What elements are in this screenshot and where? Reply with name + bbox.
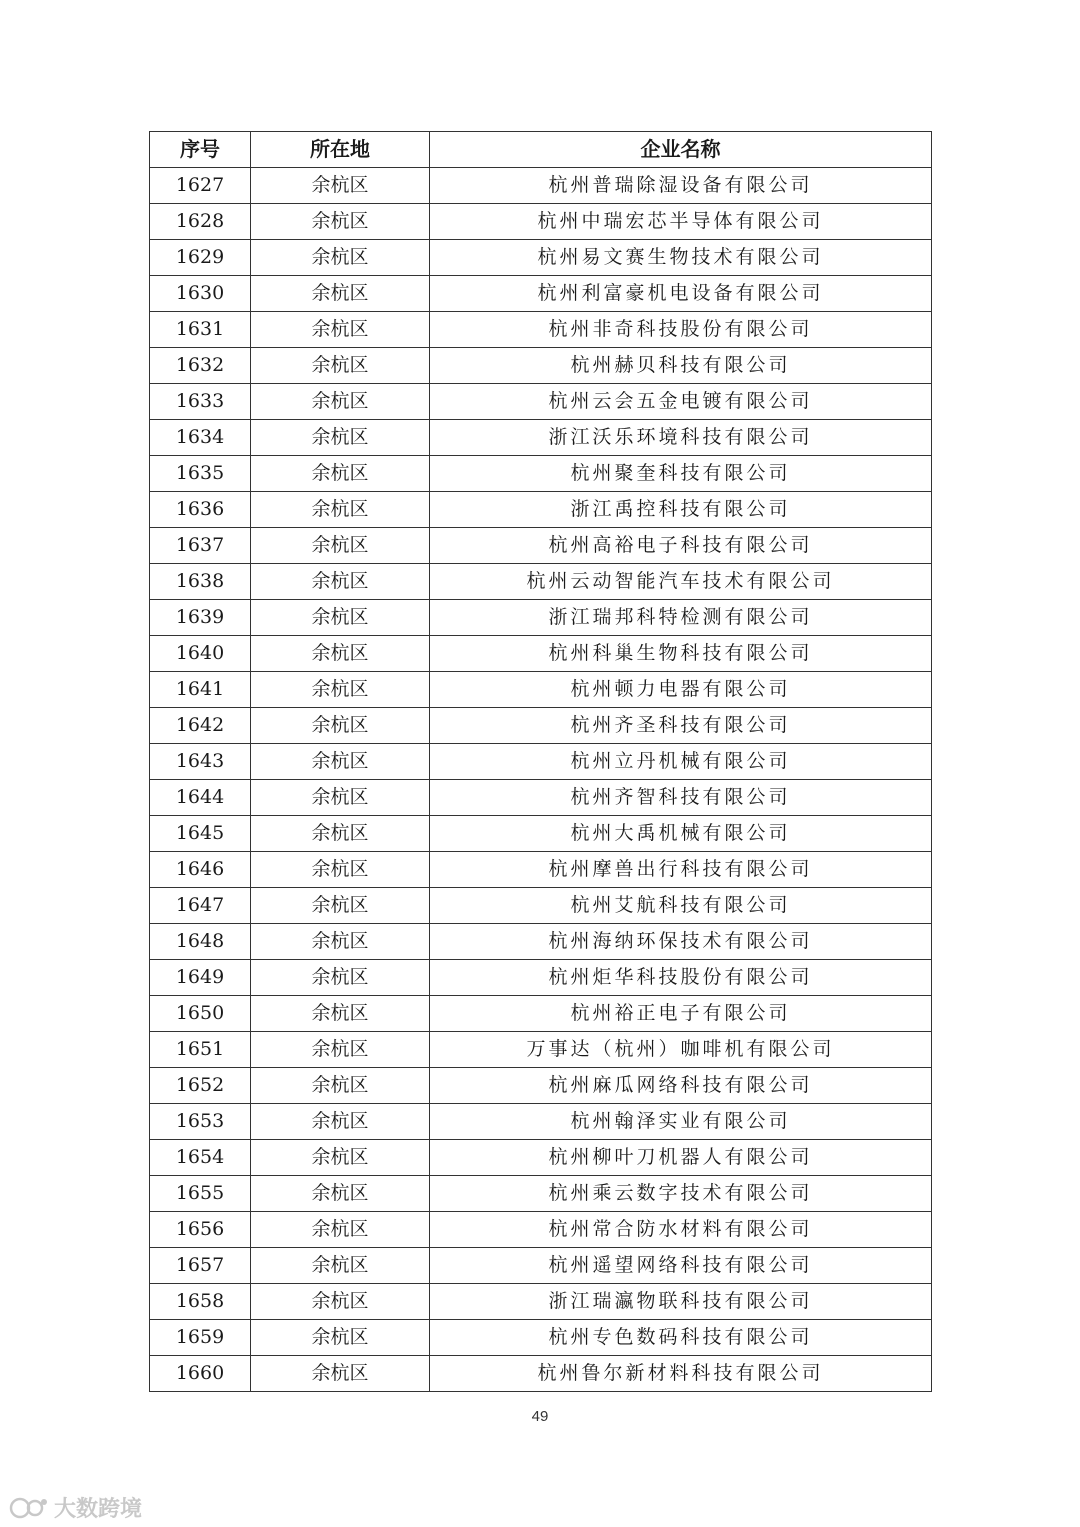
table-row xyxy=(150,564,932,600)
table-row xyxy=(150,1140,932,1176)
table-row xyxy=(150,1356,932,1392)
header-location: 所在地 xyxy=(251,132,430,168)
cell-location: 余杭区 xyxy=(251,1248,430,1284)
cell-company-name: 浙江禹控科技有限公司 xyxy=(430,492,932,528)
cell-company-name: 万事达（杭州）咖啡机有限公司 xyxy=(430,1032,932,1068)
company-list-table xyxy=(149,131,932,1392)
table-row xyxy=(150,420,932,456)
table-row xyxy=(150,276,932,312)
cell-index: 1632 xyxy=(150,348,251,384)
table-row xyxy=(150,1284,932,1320)
cell-index: 1631 xyxy=(150,312,251,348)
table-row xyxy=(150,636,932,672)
cell-location: 余杭区 xyxy=(251,780,430,816)
cell-location: 余杭区 xyxy=(251,168,430,204)
cell-location: 余杭区 xyxy=(251,1284,430,1320)
cell-index: 1635 xyxy=(150,456,251,492)
cell-index: 1653 xyxy=(150,1104,251,1140)
cell-company-name: 杭州专色数码科技有限公司 xyxy=(430,1320,932,1356)
cell-index: 1644 xyxy=(150,780,251,816)
cell-location: 余杭区 xyxy=(251,528,430,564)
cell-location: 余杭区 xyxy=(251,816,430,852)
table-row xyxy=(150,708,932,744)
cell-index: 1627 xyxy=(150,168,251,204)
cell-index: 1628 xyxy=(150,204,251,240)
table-row xyxy=(150,1212,932,1248)
page-number: 49 xyxy=(531,1408,549,1425)
cell-company-name: 杭州聚奎科技有限公司 xyxy=(430,456,932,492)
cell-index: 1638 xyxy=(150,564,251,600)
table-row xyxy=(150,240,932,276)
table-row xyxy=(150,492,932,528)
cell-index: 1633 xyxy=(150,384,251,420)
table-row xyxy=(150,168,932,204)
cell-index: 1660 xyxy=(150,1356,251,1392)
table-row xyxy=(150,1104,932,1140)
cell-index: 1657 xyxy=(150,1248,251,1284)
table-row xyxy=(150,456,932,492)
cell-company-name: 杭州普瑞除湿设备有限公司 xyxy=(430,168,932,204)
cell-location: 余杭区 xyxy=(251,456,430,492)
cell-location: 余杭区 xyxy=(251,384,430,420)
cell-index: 1651 xyxy=(150,1032,251,1068)
cell-location: 余杭区 xyxy=(251,1320,430,1356)
cell-company-name: 杭州常合防水材料有限公司 xyxy=(430,1212,932,1248)
cell-location: 余杭区 xyxy=(251,1212,430,1248)
cell-index: 1648 xyxy=(150,924,251,960)
cell-company-name: 杭州齐圣科技有限公司 xyxy=(430,708,932,744)
cell-index: 1636 xyxy=(150,492,251,528)
cell-company-name: 杭州翰泽实业有限公司 xyxy=(430,1104,932,1140)
cell-location: 余杭区 xyxy=(251,888,430,924)
cell-location: 余杭区 xyxy=(251,1176,430,1212)
cell-index: 1643 xyxy=(150,744,251,780)
cell-location: 余杭区 xyxy=(251,960,430,996)
cell-company-name: 杭州大禹机械有限公司 xyxy=(430,816,932,852)
table-row xyxy=(150,204,932,240)
cell-index: 1655 xyxy=(150,1176,251,1212)
table-row xyxy=(150,780,932,816)
cell-location: 余杭区 xyxy=(251,1140,430,1176)
table-row xyxy=(150,672,932,708)
cell-location: 余杭区 xyxy=(251,564,430,600)
cell-index: 1656 xyxy=(150,1212,251,1248)
cell-location: 余杭区 xyxy=(251,420,430,456)
table-row xyxy=(150,1176,932,1212)
cell-location: 余杭区 xyxy=(251,276,430,312)
cell-location: 余杭区 xyxy=(251,600,430,636)
cell-location: 余杭区 xyxy=(251,1068,430,1104)
cell-company-name: 杭州鲁尔新材料科技有限公司 xyxy=(430,1356,932,1392)
cell-company-name: 杭州非奇科技股份有限公司 xyxy=(430,312,932,348)
cell-index: 1637 xyxy=(150,528,251,564)
cell-location: 余杭区 xyxy=(251,312,430,348)
cell-location: 余杭区 xyxy=(251,492,430,528)
cell-company-name: 杭州云会五金电镀有限公司 xyxy=(430,384,932,420)
cell-index: 1647 xyxy=(150,888,251,924)
cell-index: 1645 xyxy=(150,816,251,852)
header-company-name: 企业名称 xyxy=(430,132,932,168)
table-row xyxy=(150,1320,932,1356)
table-row xyxy=(150,1068,932,1104)
cell-index: 1658 xyxy=(150,1284,251,1320)
cell-company-name: 杭州炬华科技股份有限公司 xyxy=(430,960,932,996)
cell-company-name: 杭州海纳环保技术有限公司 xyxy=(430,924,932,960)
table-row xyxy=(150,312,932,348)
cell-company-name: 杭州科巢生物科技有限公司 xyxy=(430,636,932,672)
table-header-row xyxy=(150,132,932,168)
table-row xyxy=(150,348,932,384)
cell-company-name: 杭州柳叶刀机器人有限公司 xyxy=(430,1140,932,1176)
cell-location: 余杭区 xyxy=(251,204,430,240)
cell-location: 余杭区 xyxy=(251,924,430,960)
watermark-logo-icon xyxy=(8,1496,48,1520)
cell-company-name: 杭州艾航科技有限公司 xyxy=(430,888,932,924)
cell-index: 1642 xyxy=(150,708,251,744)
cell-location: 余杭区 xyxy=(251,1356,430,1392)
cell-location: 余杭区 xyxy=(251,852,430,888)
cell-index: 1630 xyxy=(150,276,251,312)
cell-index: 1646 xyxy=(150,852,251,888)
cell-location: 余杭区 xyxy=(251,240,430,276)
cell-index: 1639 xyxy=(150,600,251,636)
header-index: 序号 xyxy=(150,132,251,168)
table-row xyxy=(150,888,932,924)
cell-location: 余杭区 xyxy=(251,708,430,744)
cell-company-name: 杭州齐智科技有限公司 xyxy=(430,780,932,816)
cell-company-name: 浙江瑞瀛物联科技有限公司 xyxy=(430,1284,932,1320)
cell-location: 余杭区 xyxy=(251,744,430,780)
cell-index: 1640 xyxy=(150,636,251,672)
cell-company-name: 杭州立丹机械有限公司 xyxy=(430,744,932,780)
cell-company-name: 杭州云动智能汽车技术有限公司 xyxy=(430,564,932,600)
cell-location: 余杭区 xyxy=(251,348,430,384)
table-row xyxy=(150,600,932,636)
table-row xyxy=(150,528,932,564)
cell-company-name: 杭州高裕电子科技有限公司 xyxy=(430,528,932,564)
table-row xyxy=(150,852,932,888)
table-row xyxy=(150,996,932,1032)
cell-location: 余杭区 xyxy=(251,1032,430,1068)
table-row xyxy=(150,1032,932,1068)
cell-index: 1629 xyxy=(150,240,251,276)
cell-index: 1641 xyxy=(150,672,251,708)
cell-company-name: 杭州乘云数字技术有限公司 xyxy=(430,1176,932,1212)
cell-location: 余杭区 xyxy=(251,672,430,708)
cell-company-name: 杭州麻瓜网络科技有限公司 xyxy=(430,1068,932,1104)
cell-company-name: 杭州易文赛生物技术有限公司 xyxy=(430,240,932,276)
watermark xyxy=(8,1492,142,1523)
cell-index: 1650 xyxy=(150,996,251,1032)
cell-location: 余杭区 xyxy=(251,996,430,1032)
cell-location: 余杭区 xyxy=(251,1104,430,1140)
cell-index: 1654 xyxy=(150,1140,251,1176)
cell-index: 1649 xyxy=(150,960,251,996)
table-row xyxy=(150,744,932,780)
table-body xyxy=(150,168,932,1392)
cell-company-name: 杭州赫贝科技有限公司 xyxy=(430,348,932,384)
table-row xyxy=(150,924,932,960)
cell-index: 1659 xyxy=(150,1320,251,1356)
table-row xyxy=(150,816,932,852)
cell-company-name: 浙江沃乐环境科技有限公司 xyxy=(430,420,932,456)
cell-company-name: 杭州摩兽出行科技有限公司 xyxy=(430,852,932,888)
cell-company-name: 浙江瑞邦科特检测有限公司 xyxy=(430,600,932,636)
table-row xyxy=(150,960,932,996)
cell-company-name: 杭州利富豪机电设备有限公司 xyxy=(430,276,932,312)
cell-company-name: 杭州中瑞宏芯半导体有限公司 xyxy=(430,204,932,240)
cell-company-name: 杭州顿力电器有限公司 xyxy=(430,672,932,708)
cell-index: 1652 xyxy=(150,1068,251,1104)
cell-company-name: 杭州遥望网络科技有限公司 xyxy=(430,1248,932,1284)
watermark-text: 大数跨境 xyxy=(54,1497,143,1522)
cell-index: 1634 xyxy=(150,420,251,456)
table-row xyxy=(150,1248,932,1284)
table-row xyxy=(150,384,932,420)
cell-location: 余杭区 xyxy=(251,636,430,672)
cell-company-name: 杭州裕正电子有限公司 xyxy=(430,996,932,1032)
